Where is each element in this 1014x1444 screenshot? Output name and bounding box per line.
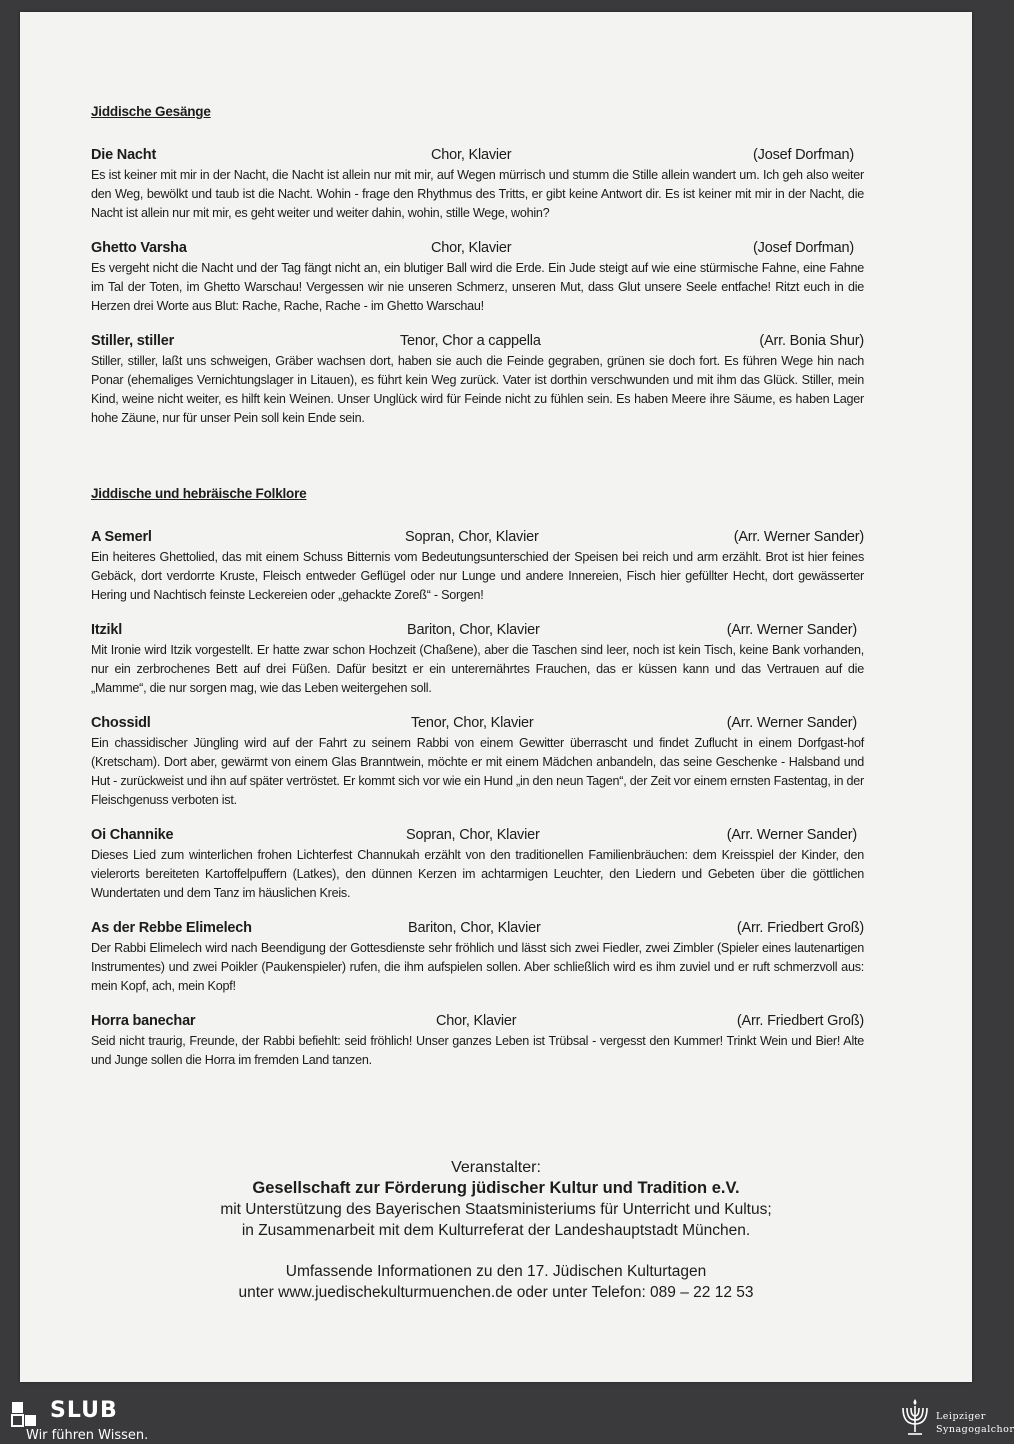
song-arranger: (Arr. Werner Sander) [726, 715, 857, 731]
song-description: Mit Ironie wird Itzik vorgestellt. Er hatte zwar schon Hochzeit (Chaßene), aber die Taschen sind leer, noch ist kein Tisch, keine Bank vorhanden, nur ein zerbrochenes Bett auf drei Füßen. Dafür besitzt er ein unterernährtes Frauchen, das er küssen kann und das Vertrauen auf die „Mamme“, die nur sorgen mag, wie das Leben weitergehen soll. [91, 643, 864, 695]
song-cast: Sopran, Chor, Klavier [406, 827, 540, 843]
choir-logo [898, 1398, 1014, 1442]
song-title: Itzikl [91, 622, 123, 638]
song-description: Stiller, stiller, laßt uns schweigen, Gräber wachsen dort, haben sie auch die Feinde gegraben, grünen sie doch fort. Es führen Wege hin nach Ponar (ehemaliges Vernichtungslager in Litauen), es führt kein Weg zurück. Vater ist dorthin verschwunden und mit ihm das Glück. Stiller, mein Kind, weine nicht weiter, es hilft kein Weinen. Unser Unglück wird für Feinde nicht zu fühlen sein. Es haben Meere ihre Säume, es haben Lager hohe Zäune, nur für unser Pein soll kein Ende sein. [91, 354, 864, 425]
song-arranger: (Arr. Werner Sander) [726, 827, 857, 843]
song-title: As der Rebbe Elimelech [91, 920, 252, 936]
song-title: Oi Channike [91, 827, 174, 843]
song-entry [91, 622, 864, 698]
support-line: mit Unterstützung des Bayerischen Staatsministeriums für Unterricht und Kultus; [220, 1201, 772, 1218]
song-title: Chossidl [91, 715, 151, 731]
slub-name: SLUB [50, 1398, 118, 1423]
song-entry [91, 715, 864, 810]
song-cast: Chor, Klavier [431, 240, 512, 256]
menorah-icon [898, 1398, 932, 1438]
song-title: Die Nacht [91, 147, 157, 163]
song-arranger: (Arr. Bonia Shur) [759, 333, 864, 349]
song-arranger: (Arr. Werner Sander) [726, 622, 857, 638]
program-content [91, 104, 864, 1087]
slub-logo-icon [12, 1402, 36, 1426]
song-arranger: (Arr. Friedbert Groß) [736, 1013, 864, 1029]
song-cast: Chor, Klavier [431, 147, 512, 163]
song-arranger: (Josef Dorfman) [753, 240, 854, 256]
song-cast: Sopran, Chor, Klavier [405, 529, 539, 545]
song-title: Ghetto Varsha [91, 240, 187, 256]
song-entry [91, 920, 864, 996]
section-title: Jiddische Gesänge [91, 104, 211, 119]
song-description: Es vergeht nicht die Nacht und der Tag fängt nicht an, ein blutiger Ball wird die Erde. Ein Jude steigt auf wie eine stürmische Fahne, eine Fahne im Tal der Toten, im Ghetto Warschau! Vergessen wir nie unseren Schmerz, unseren Mut, dass Glut unsere Seele entfache! Ritzt euch in die Herzen drei Worte aus Blut: Rache, Rache, Rache - im Ghetto Warschau! [91, 261, 864, 313]
contact-line: unter www.juedischekulturmuenchen.de oder unter Telefon: 089 – 22 12 53 [238, 1284, 754, 1301]
song-cast: Bariton, Chor, Klavier [407, 622, 540, 638]
organizer-footer [20, 1158, 972, 1303]
info-line: Umfassende Informationen zu den 17. Jüdischen Kulturtagen [285, 1263, 707, 1280]
song-description: Dieses Lied zum winterlichen frohen Lichterfest Channukah erzählt von den traditionellen Familienbräuchen: dem Kreisspiel der Kinder, den vielerorts bereiteten Kartoffelpuffern (Latkes), den dünnen Kerzen im achtarmigen Leuchter, den Liedern und Gebeten über die göttlichen Wundertaten und dem Tanz im häuslichen Kreis. [91, 848, 864, 900]
song-description: Es ist keiner mit mir in der Nacht, die Nacht ist allein nur mit mir, auf Wegen mürrisch und stumm die Stille allein wandert um. Ich geh also weiter den Weg, bewölkt und taub ist die Nacht. Wohin - frage den Rhythmus des Tritts, er gibt keine Antwort dir. Es ist keiner mit mir in der Nacht, die Nacht ist allein nur mit mir, es geht weiter und weiter dahin, wohin, stille Wege, wohin? [91, 168, 864, 220]
cooperation-line: in Zusammenarbeit mit dem Kulturreferat der Landeshauptstadt München. [241, 1222, 751, 1239]
song-entry [91, 240, 864, 316]
song-entry [91, 529, 864, 605]
song-description: Ein heiteres Ghettolied, das mit einem Schuss Bitternis vom Bedeutungsunterschied der Speisen bei reich und arm erzählt. Brot ist hier feines Gebäck, dort verdorrte Kruste, Fleisch entweder Geflügel oder nur Lunge und andere Innereien, Fisch hier gefüllter Hecht, dort gewässerter Hering und Nachtisch feinste Leckereien oder „gehackte Zoreß“ - Sorgen! [91, 550, 864, 602]
song-cast: Chor, Klavier [436, 1013, 517, 1029]
song-cast: Tenor, Chor, Klavier [411, 715, 534, 731]
song-description: Seid nicht traurig, Freunde, der Rabbi befiehlt: seid fröhlich! Unser ganzes Leben ist Trübsal - vergesst den Kummer! Trinkt Wein und Bier! Alte und Junge sollen die Horra im fremden Land tanzen. [91, 1034, 864, 1067]
organizer-name: Gesellschaft zur Förderung jüdischer Kultur und Tradition e.V. [252, 1179, 740, 1197]
song-cast: Bariton, Chor, Klavier [408, 920, 541, 936]
choir-name-line1: Leipziger [936, 1411, 986, 1422]
song-arranger: (Arr. Friedbert Groß) [736, 920, 864, 936]
song-description: Der Rabbi Elimelech wird nach Beendigung der Gottesdienste sehr fröhlich und lässt sich zwei Fiedler, zwei Zimbler (Spieler eines lautenartigen Instrumentes) und zwei Poikler (Paukenspieler) rufen, die ihm aufspielen sollen. Aber schließlich wird es ihm zuviel und er ruft schmerzvoll aus: mein Kopf, ach, mein Kopf! [91, 941, 864, 993]
song-title: A Semerl [91, 529, 152, 545]
song-entry [91, 147, 864, 223]
organizer-label: Veranstalter: [451, 1159, 541, 1176]
section-title: Jiddische und hebräische Folklore [91, 486, 307, 501]
song-cast: Tenor, Chor a cappella [400, 333, 541, 349]
song-arranger: (Arr. Werner Sander) [733, 529, 864, 545]
slub-tagline: Wir führen Wissen. [26, 1428, 149, 1443]
song-description: Ein chassidischer Jüngling wird auf der Fahrt zu seinem Rabbi von einem Gewitter überrascht und findet Zuflucht in einem Dorfgast-hof (Kretscham). Dort aber, gewärmt von einem Glas Branntwein, möchte er mit einem Mädchen anbandeln, das seine Geschenke - Halsband und Hut - zurückweist und ihn auf später vertröstet. Er kommt sich vor wie ein Hund „in den neun Tagen“, der Zeit vor einem ernsten Fastentag, in der Fleischgenuss verboten ist. [91, 736, 864, 807]
choir-name-line2: Synagogalchor [936, 1424, 1014, 1435]
song-title: Horra banechar [91, 1013, 196, 1029]
song-entry [91, 333, 864, 428]
song-title: Stiller, stiller [91, 333, 175, 349]
song-arranger: (Josef Dorfman) [753, 147, 854, 163]
song-entry [91, 1013, 864, 1070]
song-entry [91, 827, 864, 903]
